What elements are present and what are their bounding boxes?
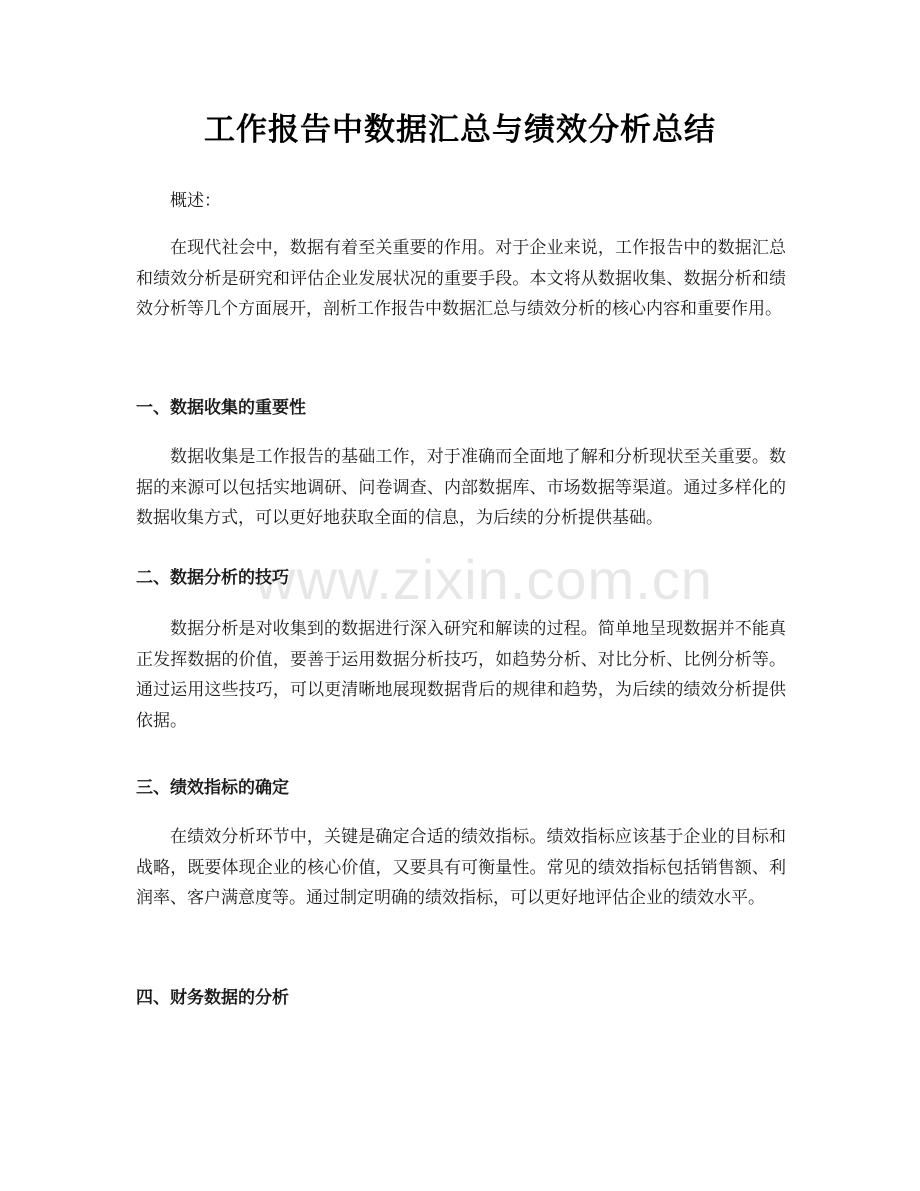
watermark: www.zixin.com.cn xyxy=(255,548,713,611)
section-body-1: 数据收集是工作报告的基础工作，对于准确而全面地了解和分析现状至关重要。数据的来源可以包括实地调研、问卷调查、内部数据库、市场数据等渠道。通过多样化的数据收集方式，可以更好地获取全面的信息，为后续的分析提供基础。 xyxy=(136,447,786,528)
section-heading-4: 四、财务数据的分析 xyxy=(136,988,289,1008)
section-body-2: 数据分析是对收集到的数据进行深入研究和解读的过程。简单地呈现数据并不能真正发挥数据的价值，要善于运用数据分析技巧，如趋势分析、对比分析、比例分析等。通过运用这些技巧，可以更清晰地展现数据背后的规律和趋势，为后续的绩效分析提供依据。 xyxy=(136,619,786,731)
intro-paragraph: 在现代社会中，数据有着至关重要的作用。对于企业来说，工作报告中的数据汇总和绩效分析是研究和评估企业发展状况的重要手段。本文将从数据收集、数据分析和绩效分析等几个方面展开，剖析工作报告中数据汇总与绩效分析的核心内容和重要作用。 xyxy=(136,238,786,319)
section-body-3: 在绩效分析环节中，关键是确定合适的绩效指标。绩效指标应该基于企业的目标和战略，既要体现企业的核心价值，又要具有可衡量性。常见的绩效指标包括销售额、利润率、客户满意度等。通过制定明确的绩效指标，可以更好地评估企业的绩效水平。 xyxy=(136,827,786,908)
section-heading-2: 二、数据分析的技巧 xyxy=(136,568,289,588)
section-heading-1: 一、数据收集的重要性 xyxy=(136,398,306,418)
overview-label: 概述： xyxy=(170,191,221,211)
document-title: 工作报告中数据汇总与绩效分析总结 xyxy=(204,112,716,148)
section-heading-3: 三、绩效指标的确定 xyxy=(136,778,289,798)
